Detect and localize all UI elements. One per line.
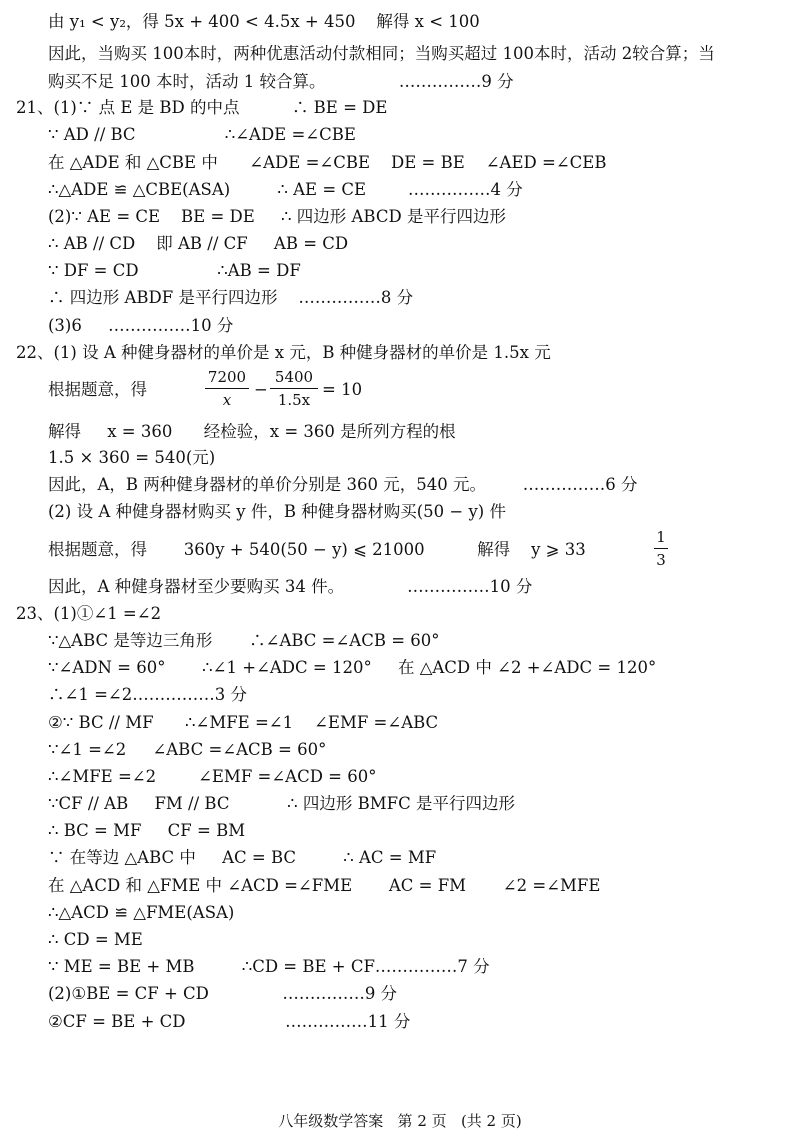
text-line-28: ∵CF // AB FM // BC ∴ 四边形 BMFC 是平行四边形 <box>48 794 515 813</box>
text-line-29: ∴ BC = MF CF = BM <box>48 821 246 840</box>
text-line-36: ②CF = BE + CD ……………11 分 <box>48 1012 411 1031</box>
text-line-8: (2)∵ AE = CE BE = DE ∴ 四边形 ABCD 是平行四边形 <box>48 207 506 226</box>
text-line-30: ∵ 在等边 △ABC 中 AC = BC ∴ AC = MF <box>48 848 437 867</box>
text-line-22: ∵△ABC 是等边三角形 ∴∠ABC =∠ACB = 60° <box>48 631 440 650</box>
text-line-27: ∴∠MFE =∠2 ∠EMF =∠ACD = 60° <box>48 767 377 786</box>
text-line-11: ∴ 四边形 ABDF 是平行四边形 ……………8 分 <box>48 288 414 307</box>
text-line-1: 由 y₁ < y₂，得 5x + 400 < 4.5x + 450 解得 x < 100 <box>48 12 480 31</box>
fraction-7200-over-x <box>205 368 249 409</box>
fraction-5400-over-1.5x <box>270 368 318 409</box>
text-line-33: ∴ CD = ME <box>48 930 143 949</box>
text-line-32: ∴△ACD ≌ △FME(ASA) <box>48 903 235 922</box>
text-line-24: ∴∠1 =∠2……………3 分 <box>48 685 247 704</box>
fraction-denominator: x <box>222 391 232 409</box>
q23-heading: 23、(1)①∠1 =∠2 <box>16 604 162 623</box>
fraction-denominator: 3 <box>656 551 666 569</box>
text-line-2: 因此，当购买 100本时，两种优惠活动付款相同；当购买超过 100本时，活动 2较合算；当 <box>48 44 715 63</box>
fraction-numerator: 1 <box>656 528 666 546</box>
fraction-denominator: 1.5x <box>277 391 311 409</box>
text-line-16: 1.5 × 360 = 540(元) <box>48 448 216 467</box>
text-line-15: 解得 x = 360 经检验，x = 360 是所列方程的根 <box>48 422 456 441</box>
text-line-12: (3)6 ……………10 分 <box>48 316 234 335</box>
text-line-3: 购买不足 100 本时，活动 1 较合算。 ……………9 分 <box>48 72 514 91</box>
text-line-7: ∴△ADE ≌ △CBE(ASA) ∴ AE = CE ……………4 分 <box>48 180 523 199</box>
text-line-10: ∵ DF = CD ∴AB = DF <box>48 261 301 280</box>
fraction-numerator: 5400 <box>274 368 314 386</box>
q22-heading: 22、(1) 设 A 种健身器材的单价是 x 元，B 种健身器材的单价是 1.5x 元 <box>16 343 551 362</box>
text-line-14: 根据题意，得 <box>48 380 147 399</box>
text-line-26: ∵∠1 =∠2 ∠ABC =∠ACB = 60° <box>48 740 327 759</box>
text-line-17: 因此，A，B 两种健身器材的单价分别是 360 元，540 元。 ……………6 分 <box>48 475 638 494</box>
page-footer: 八年级数学答案 第 2 页 (共 2 页) <box>278 1112 522 1130</box>
fraction-numerator: 7200 <box>207 368 247 386</box>
text-line-19: 根据题意，得 360y + 540(50 − y) ⩽ 21000 解得 y ⩾ 33 <box>48 540 586 559</box>
minus-sign: − <box>254 380 268 399</box>
text-line-18: (2) 设 A 种健身器材购买 y 件，B 种健身器材购买(50 − y) 件 <box>48 502 506 521</box>
text-line-20: 因此，A 种健身器材至少要购买 34 件。 ……………10 分 <box>48 577 533 596</box>
text-line-34: ∵ ME = BE + MB ∴CD = BE + CF……………7 分 <box>48 957 490 976</box>
text-line-35: (2)①BE = CF + CD ……………9 分 <box>48 984 398 1003</box>
text-line-9: ∴ AB // CD 即 AB // CF AB = CD <box>48 234 349 253</box>
equation-rhs: = 10 <box>322 380 363 399</box>
fraction-1-over-3 <box>654 528 668 569</box>
q21-heading: 21、(1)∵ 点 E 是 BD 的中点 ∴ BE = DE <box>16 98 388 117</box>
text-line-23: ∵∠ADN = 60° ∴∠1 +∠ADC = 120° 在 △ACD 中 ∠2 +∠ADC = 120° <box>48 658 657 677</box>
text-line-6: 在 △ADE 和 △CBE 中 ∠ADE =∠CBE DE = BE ∠AED =∠CEB <box>48 153 607 172</box>
text-line-25: ②∵ BC // MF ∴∠MFE =∠1 ∠EMF =∠ABC <box>48 713 439 732</box>
text-line-31: 在 △ACD 和 △FME 中 ∠ACD =∠FME AC = FM ∠2 =∠MFE <box>48 876 601 895</box>
text-line-5: ∵ AD // BC ∴∠ADE =∠CBE <box>48 125 356 144</box>
